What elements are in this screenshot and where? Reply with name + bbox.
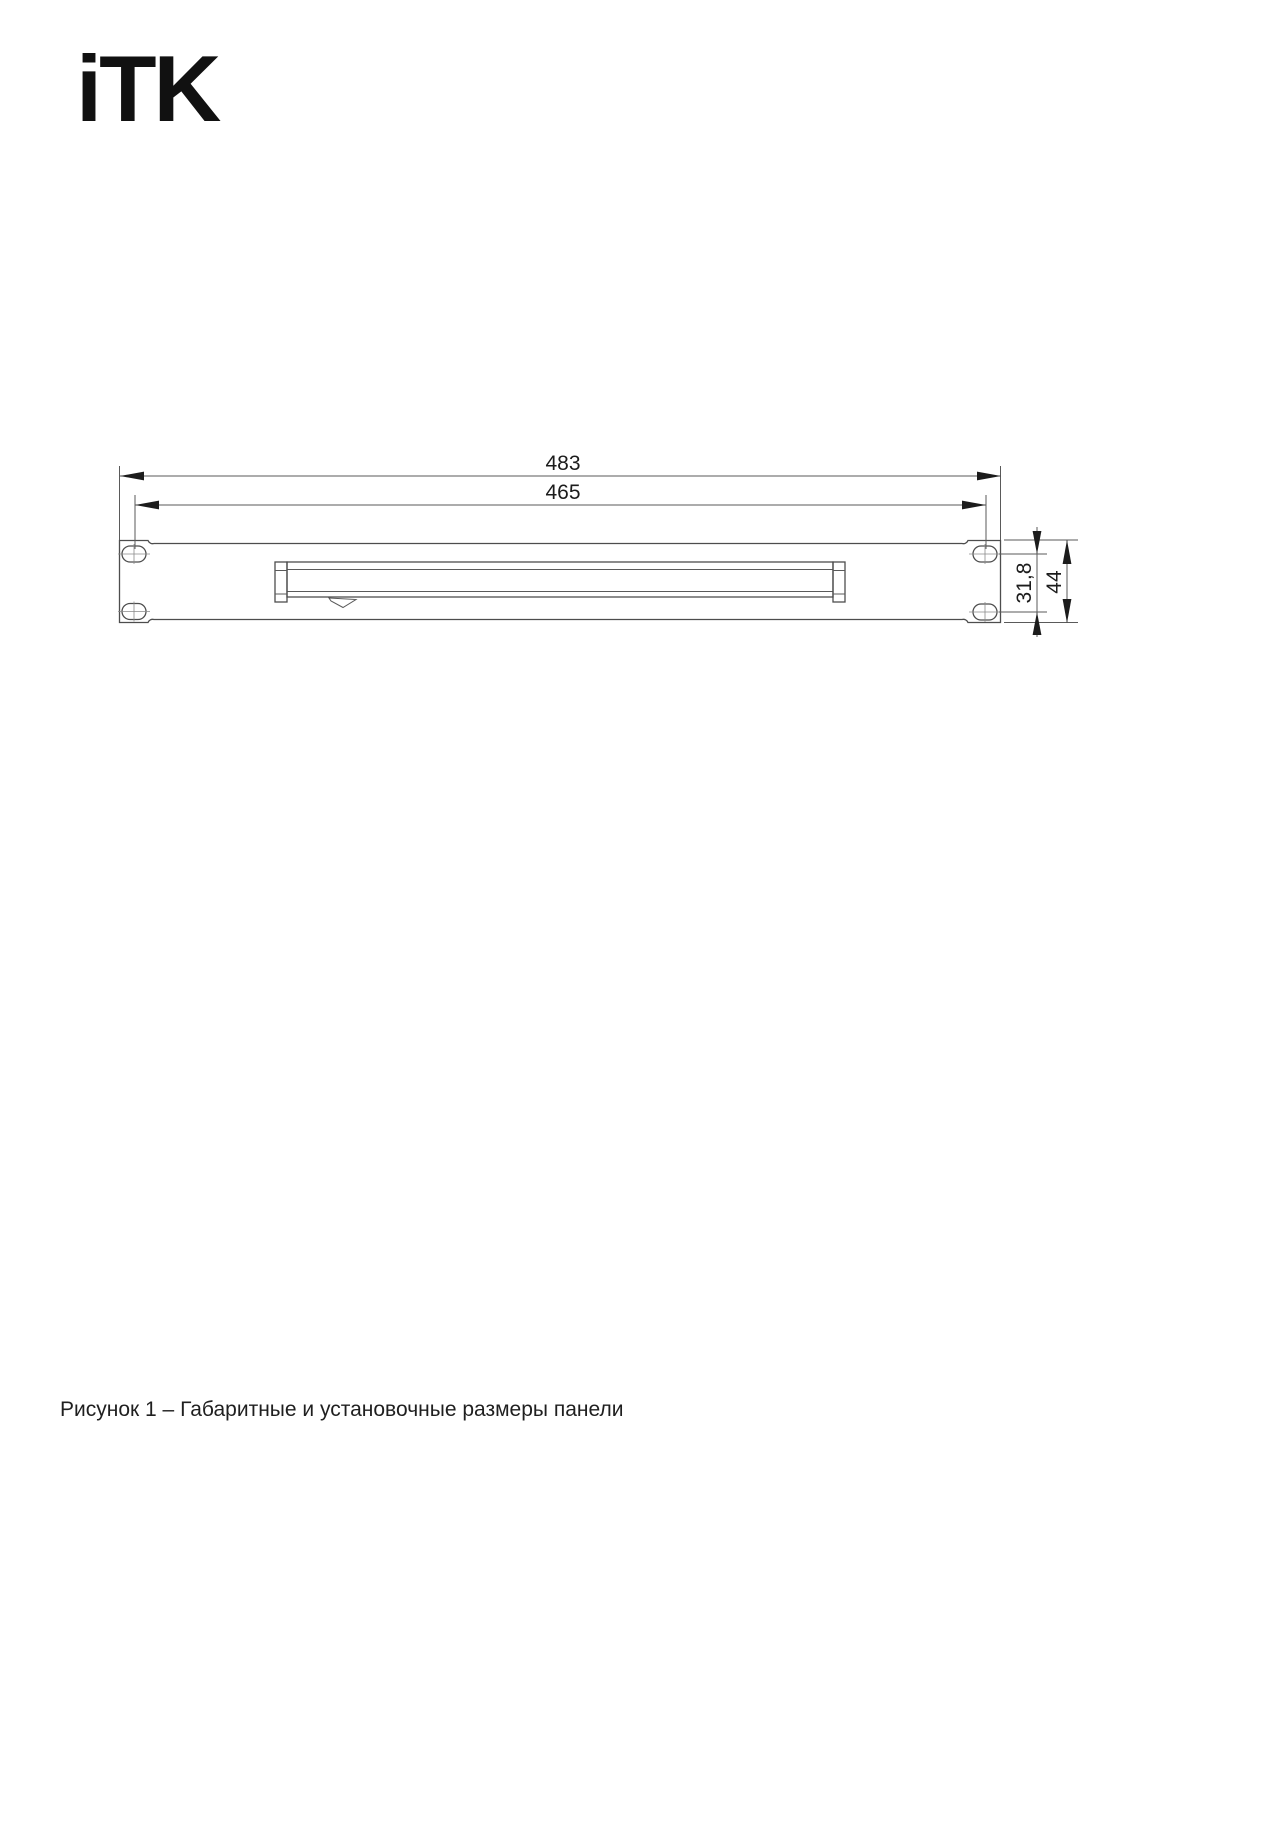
dim-44-label: 44 xyxy=(1043,570,1066,594)
dim-465-arrow-right xyxy=(962,501,986,510)
dimension-mounting-width xyxy=(135,481,986,509)
itk-logo: iTK xyxy=(76,36,219,141)
cable-organizer-bar xyxy=(275,562,845,602)
dim-483-arrow-left xyxy=(120,472,144,481)
dim-44-arrow-bottom xyxy=(1063,599,1072,623)
dim-31-8-arrow-bottom xyxy=(1033,612,1042,635)
dimension-hole-spacing xyxy=(1013,527,1041,637)
dim-465-arrow-left xyxy=(135,501,159,510)
technical-drawing xyxy=(0,0,1280,700)
panel-outline xyxy=(120,541,1001,623)
dim-483-arrow-right xyxy=(977,472,1001,481)
dimension-overall-height xyxy=(1043,540,1071,623)
dim-465-label: 465 xyxy=(545,481,581,504)
latch-tab xyxy=(329,598,356,608)
figure-caption: Рисунок 1 – Габаритные и установочные размеры панели xyxy=(60,1398,624,1421)
dim-483-label: 483 xyxy=(545,452,581,475)
bar-end-cap-left xyxy=(275,562,287,602)
dim-31-8-arrow-top xyxy=(1033,531,1042,554)
extension-lines xyxy=(120,466,1079,623)
dim-31-8-label: 31,8 xyxy=(1013,562,1036,604)
dim-44-arrow-top xyxy=(1063,540,1072,564)
dimension-overall-width xyxy=(120,452,1001,480)
hole-center-marks xyxy=(118,544,1001,622)
bar-end-cap-right xyxy=(833,562,845,602)
